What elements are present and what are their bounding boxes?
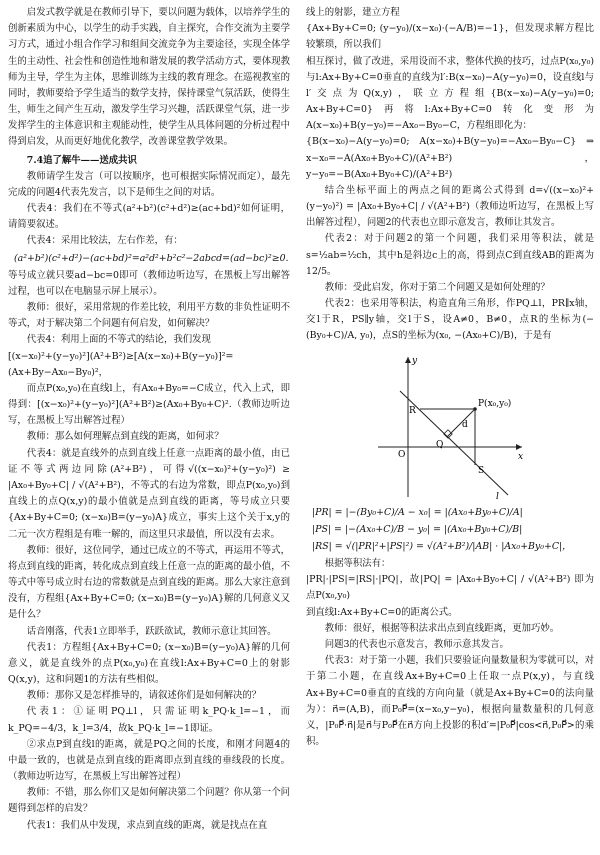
equation: |PR|·|PS|=|RS|·|PQ|，故|PQ| = |Ax₀+By₀+C| / √(A²+B²) 即为点P(x₀,y₀) <box>306 574 594 602</box>
equation-system: {B(x−x₀)−A(y−y₀)=0; A(x−x₀)+B(y−y₀)=−Ax₀−By₀−C} ⇒ x−x₀=−A(Ax₀+By₀+C)/(A²+B²)，y−y₀=−B(Ax₀+By₀+C)/(A²+B²) <box>306 136 594 180</box>
paragraph: 代表2：对于问题2的第一个问题，我们采用等积法，就是s=½ab=½ch，其中h是斜边c上的高，得到点C到直线AB的距离为12/5。 <box>306 233 594 277</box>
paragraph: 代表1：方程组{Ax+By+C=0; (x−x₀)B=(y−y₀)A}解的几何意义，就是直线外的点P(x₀,y₀)在直线l:Ax+By+C=0上的射影Q(x,y)，这和问题1的方法有些相似。 <box>8 641 290 686</box>
paragraph: 代表1：①证明PQ⊥l，只需证明k_PQ·k_l=−1，而k_PQ=−4/3，k_l=3/4，故k_PQ·k_l=−1即证。 <box>8 706 290 734</box>
paragraph: 问题3的代表也示意发言，教师示意其发言。 <box>324 638 509 650</box>
label-q: Q <box>436 439 444 450</box>
section-heading: 7.4追了解牛——送成共识 <box>26 154 137 166</box>
paragraph: 教师：那你又是怎样推导的，请叙述你们是如何解决的？ <box>26 690 262 702</box>
paragraph: 教师：那么如何理解点到直线的距离，如何求？ <box>26 431 224 443</box>
label-x: x <box>518 451 524 462</box>
paragraph: 代表4：采用比较法，左右作差，有： <box>26 235 183 247</box>
label-o: O <box>398 449 406 460</box>
paragraph: 代表4：利用上面的不等式的结论，我们发现 <box>26 334 211 346</box>
paragraph: 代表4：我们在不等式(a²+b²)(c²+d²)≥(ac+bd)²如何证明，请简要叙述。 <box>8 203 290 231</box>
label-s: S <box>478 465 485 476</box>
equation-system: {Ax+By+C=0; (y−y₀)/(x−x₀)·(−A/B)=−1}，但发现求解方程比较繁琐，所以我们 <box>306 23 594 51</box>
left-column <box>8 5 290 834</box>
paragraph: 相互探讨，做了改进，采用设而不求，整体代换的技巧，过点P(x₀,y₀)与l:Ax+By+C=0垂直的直线为l′:B(x−x₀)−A(y−y₀)=0，设直线l与l′交点为Q(x,y)，联立方程组{B(x−x₀)−A(y−y₀)=0; Ax+By+C=0}再将l:Ax+By+C=0转化变形为A(x−x₀)+B(y−y₀)=−Ax₀−By₀−C，方程组即化为： <box>306 55 594 132</box>
equation: |PR| = |−(By₀+C)/A − x₀| = |(Ax₀+By₀+C)/A| <box>312 506 523 518</box>
x-axis-arrow-icon <box>516 444 522 450</box>
geometry-figure <box>370 351 530 501</box>
label-d: d <box>462 419 468 430</box>
equation: |PS| = |−(Ax₀+C)/B − y₀| = |(Ax₀+By₀+C)/B| <box>312 523 523 535</box>
paragraph: 线上的射影，建立方程 <box>306 7 400 18</box>
coordinate-diagram <box>370 351 530 501</box>
paragraph: 到直线l:Ax+By+C=0的距离公式。 <box>306 606 458 618</box>
label-r: R <box>409 405 416 416</box>
label-l: l <box>496 491 499 501</box>
equation: [(x−x₀)²+(y−y₀)²](A²+B²)≥[A(x−x₀)+B(y−y₀)]²=(Ax+By−Ax₀−By₀)²， <box>8 350 234 378</box>
paragraph: 教师：很好，采用常规的作差比较，利用平方数的非负性证明不等式，对于解决第二个问题有何启发，如何解决？ <box>8 302 290 330</box>
paragraph: 代表1：我们从中发现，求点到直线的距离，就是找点在直 <box>26 819 268 831</box>
paragraph: 话音刚落，代表1立即举手，跃跃欲试，教师示意让其回答。 <box>26 625 277 637</box>
point-p <box>473 407 477 411</box>
label-p: P(x₀,y₀) <box>478 398 512 409</box>
paragraph: 代表4：就是直线外的点到直线上任意一点距离的最小值，由已证不等式两边同除(A²+B²)，可得√((x−x₀)²+(y−y₀)²) ≥ |Ax₀+By₀+C| / √(A²+B²)，不等式的右边为常数，即点P(x₀,y₀)到直线上的点Q(x,y)的最小值就是点到直线的距离，等号成立只要{Ax+By+C=0; (x−x₀)B=(y−y₀)A}成立，事实上这个关于x,y的二元一次方程组是有唯一解的，而这里只求最值，所以没有去求。 <box>8 447 290 540</box>
equation: |RS| = √(|PR|²+|PS|²) = √(A²+B²)/|AB| · |Ax₀+By₀+C|， <box>312 540 572 552</box>
paragraph: 代表2：也采用等积法，构造直角三角形，作PQ⊥l，PR∥x轴，交l于R，PS∥y轴，交l于S，设A≠0，B≠0，点R的坐标为(−(By₀+C)/A, y₀)，点S的坐标为(x₀, −(Ax₀+C)/B)，于是有 <box>306 298 594 342</box>
right-column <box>306 5 594 750</box>
paragraph: 教师：很好，这位同学，通过已成立的不等式，再运用不等式，将点到直线的距离，转化成点到直线上任意一点的距离的最小值，不等式中等号成立时右边的常数就是点到直线的距离。那么大家注意到没有，方程组{Ax+By+C=0; (x−x₀)B=(y−y₀)A}解的几何意义又是什么？ <box>8 544 290 621</box>
label-y: y <box>412 355 418 366</box>
paragraph: 结合坐标平面上的两点之间的距离公式得到 d=√((x−x₀)²+(y−y₀)²) = |Ax₀+By₀+C| / √(A²+B²)（教师边听边写，在黑板上写出解答过程），问题2的代表也立即示意发言，教师让其发言。 <box>306 184 594 229</box>
paragraph: 教师：不错，那么你们又是如何解决第二个问题？你从第一个问题得到怎样的启发？ <box>8 787 290 815</box>
paragraph: 教师：受此启发，你对于第二个问题又是如何处理的？ <box>324 281 550 293</box>
paragraph: 教师请学生发言（可以按顺序，也可根据实际情况而定），最先完成的问题4代表先发言，以下是师生之间的对话。 <box>8 170 290 198</box>
paragraph: 而点P(x₀,y₀)在直线l上，有Ax₀+By₀=−C成立，代入上式，即得到：[(x−x₀)²+(y−y₀)²](A²+B²)≥(Ax₀+By₀+C)².（教师边听边写，在黑板上写出解答过程） <box>8 382 290 427</box>
y-axis-arrow-icon <box>405 357 411 363</box>
paragraph: 教师：很好，根据等积法求出点到直线距离，更加巧妙。 <box>324 622 560 634</box>
paragraph: ②求点P到直线l的距离，就是PQ之间的长度，和刚才问题4的中最一致的，也就是点到直线的距离即点到直线的垂线段的长度。（教师边听边写，在黑板上写出解答过程） <box>8 738 290 783</box>
equation: (a²+b²)(c²+d²)−(ac+bd)²=a²d²+b²c²−2abcd=(ad−bc)²≥0. <box>14 252 289 264</box>
paragraph: 根据等积法有： <box>324 558 391 570</box>
paragraph: 代表3：对于第一小题，我们只要验证向量数量积为零就可以，对于第二小题，在直线Ax+By+C=0上任取一点P(x,y)，与直线Ax+By+C=0垂直的直线的方向向量（就是Ax+By+C=0的法向量为）：n⃗=(A,B)，而P₀P⃗=(x−x₀,y−y₀)，根据向量数量积的几何意义，|P₀P⃗·n⃗|是n⃗与P₀P⃗在n⃗方向上投影的积d′=|P₀P⃗|cos<n⃗,P₀P⃗>的乘积。 <box>306 655 594 748</box>
paragraph: 等号成立就只要ad−bc=0即可（教师边听边写，在黑板上写出解答过程，也可以在电脑显示屏上展示）。 <box>8 269 290 297</box>
paragraph: 启发式教学就是在教师引导下，要以问题为载体，以培养学生的创新素质为中心，以学生的动手实践，自主探究，合作交流为主要学习方式，通过小组合作学习和组间交流竞争为主要途径，实现全体学生的主动性、社会性和创造性地和谐发展的教学活动方式，要体现教师为主导，学生为主体，思维训练为主线的教育理念。在巡视教室的同时，教师要给予学生适当的数学支持，保持课堂气氛活跃，使得生生，师生之间产生互动，激发学生学习兴趣，活跃课堂气氛，进一步发挥学生的主体意识和主观能动性，使学生从具体问题的分析过程中得到启发，从而更好地优化教学，改善课堂教学效果。 <box>8 7 290 148</box>
